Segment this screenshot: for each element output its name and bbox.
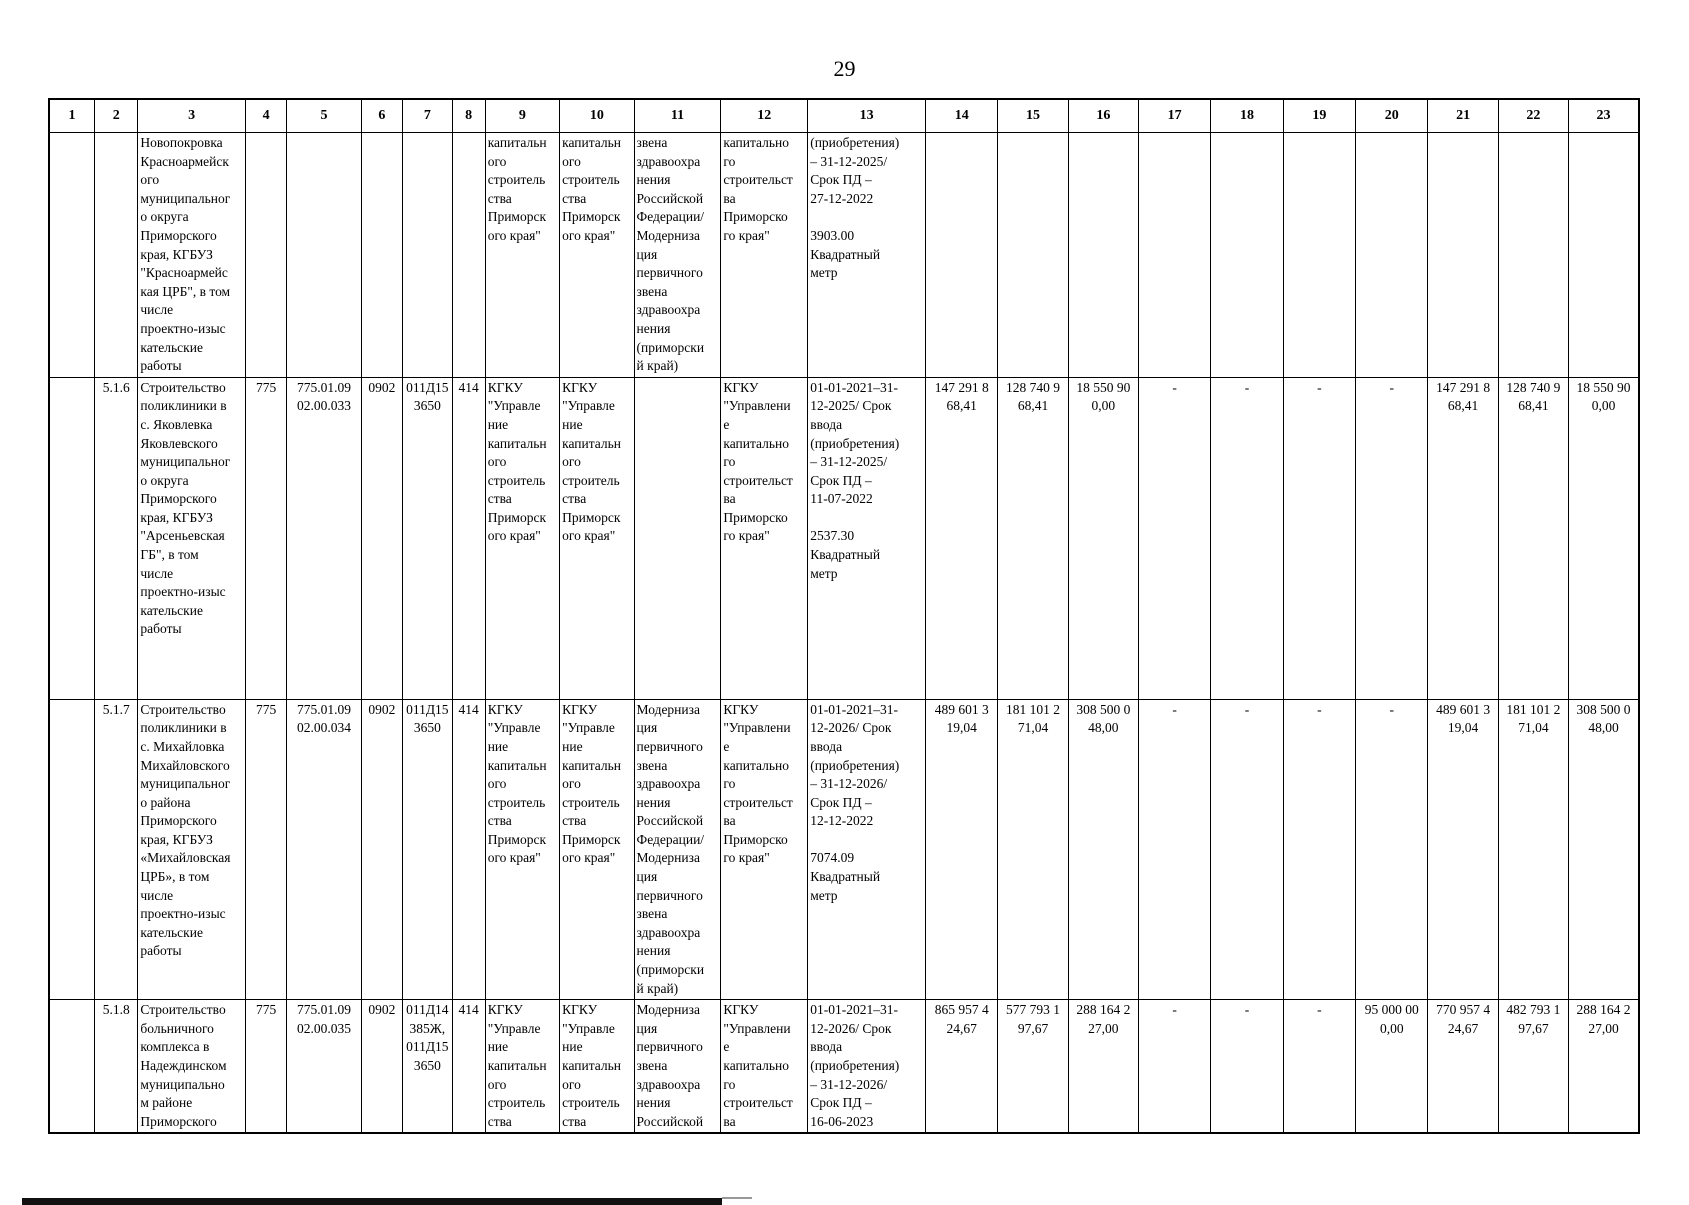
cell-col-11: Модерниза ция первичного звена здравоохра нения Российской: [634, 1000, 721, 1134]
cell-col-16: 308 500 0 48,00: [1068, 699, 1138, 1000]
page-number: 29: [833, 56, 856, 81]
column-header-8: 8: [452, 99, 485, 133]
cell-col-5: [287, 133, 361, 378]
cell-col-17: -: [1139, 377, 1211, 699]
cell-col-21: 147 291 8 68,41: [1428, 377, 1498, 699]
cell-col-17: -: [1139, 1000, 1211, 1134]
column-header-15: 15: [998, 99, 1068, 133]
cell-col-3: Новопокровка Красноармейск ого муниципальног о округа Приморского края, КГБУЗ "Красноармейс кая ЦРБ", в том числе проектно-изыс кательские работы: [138, 133, 246, 378]
cell-col-3: Строительство поликлиники в с. Яковлевка Яковлевского муниципальног о округа Приморского края, КГБУЗ "Арсеньевская ГБ", в том числе проектно-изыс кательские работы: [138, 377, 246, 699]
cell-col-4: 775: [245, 699, 286, 1000]
cell-col-15: 128 740 9 68,41: [998, 377, 1068, 699]
cell-col-20: [1356, 133, 1428, 378]
cell-col-21: 770 957 4 24,67: [1428, 1000, 1498, 1134]
column-header-1: 1: [49, 99, 94, 133]
cell-col-23: 18 550 90 0,00: [1569, 377, 1639, 699]
header-row: [49, 99, 1639, 133]
cell-col-17: -: [1139, 699, 1211, 1000]
column-header-21: 21: [1428, 99, 1498, 133]
cell-col-5: 775.01.09 02.00.035: [287, 1000, 361, 1134]
table-row: [49, 1000, 1639, 1134]
column-header-12: 12: [721, 99, 808, 133]
cell-col-10: КГКУ "Управле ние капитальн ого строитель ства Приморск ого края": [560, 699, 634, 1000]
cell-col-4: [245, 133, 286, 378]
cell-col-20: -: [1356, 699, 1428, 1000]
cell-col-5: 775.01.09 02.00.033: [287, 377, 361, 699]
column-header-3: 3: [138, 99, 246, 133]
column-header-2: 2: [94, 99, 137, 133]
data-table: [48, 98, 1640, 1134]
column-header-4: 4: [245, 99, 286, 133]
cell-col-15: [998, 133, 1068, 378]
cell-col-1: [49, 377, 94, 699]
cell-col-8: 414: [452, 377, 485, 699]
column-header-23: 23: [1569, 99, 1639, 133]
cell-col-9: капитальн ого строитель ства Приморск ого края": [485, 133, 559, 378]
cell-col-15: 181 101 2 71,04: [998, 699, 1068, 1000]
cell-col-8: [452, 133, 485, 378]
cell-col-8: 414: [452, 1000, 485, 1134]
column-header-17: 17: [1139, 99, 1211, 133]
cell-col-2: 5.1.8: [94, 1000, 137, 1134]
column-header-6: 6: [361, 99, 402, 133]
cell-col-14: 489 601 3 19,04: [926, 699, 998, 1000]
cell-col-6: 0902: [361, 377, 402, 699]
cell-col-12: КГКУ "Управлени е капитально го строительст ва Приморско го края": [721, 377, 808, 699]
cell-col-13: (приобретения) – 31-12-2025/ Срок ПД – 27-12-2022 3903.00 Квадратный метр: [808, 133, 926, 378]
scan-edge-bar: [22, 1198, 722, 1205]
cell-col-22: 128 740 9 68,41: [1498, 377, 1568, 699]
column-header-7: 7: [403, 99, 453, 133]
cell-col-14: [926, 133, 998, 378]
cell-col-22: [1498, 133, 1568, 378]
cell-col-7: [403, 133, 453, 378]
cell-col-13: 01-01-2021–31- 12-2026/ Срок ввода (приобретения) – 31-12-2026/ Срок ПД – 16-06-2023: [808, 1000, 926, 1134]
cell-col-10: КГКУ "Управле ние капитальн ого строитель ства: [560, 1000, 634, 1134]
cell-col-18: -: [1211, 699, 1283, 1000]
cell-col-10: капитальн ого строитель ства Приморск ого края": [560, 133, 634, 378]
cell-col-9: КГКУ "Управле ние капитальн ого строитель ства: [485, 1000, 559, 1134]
cell-col-7: 011Д15 3650: [403, 699, 453, 1000]
cell-col-22: 181 101 2 71,04: [1498, 699, 1568, 1000]
cell-col-16: [1068, 133, 1138, 378]
cell-col-16: 288 164 2 27,00: [1068, 1000, 1138, 1134]
cell-col-6: [361, 133, 402, 378]
cell-col-12: капитально го строительст ва Приморско го края": [721, 133, 808, 378]
cell-col-20: 95 000 00 0,00: [1356, 1000, 1428, 1134]
cell-col-12: КГКУ "Управлени е капитально го строительст ва Приморско го края": [721, 699, 808, 1000]
column-header-9: 9: [485, 99, 559, 133]
cell-col-23: 288 164 2 27,00: [1569, 1000, 1639, 1134]
cell-col-17: [1139, 133, 1211, 378]
cell-col-23: [1569, 133, 1639, 378]
cell-col-18: -: [1211, 1000, 1283, 1134]
column-header-14: 14: [926, 99, 998, 133]
cell-col-13: 01-01-2021–31- 12-2025/ Срок ввода (приобретения) – 31-12-2025/ Срок ПД – 11-07-2022 2537.30 Квадратный метр: [808, 377, 926, 699]
cell-col-21: [1428, 133, 1498, 378]
cell-col-1: [49, 699, 94, 1000]
cell-col-9: КГКУ "Управле ние капитальн ого строитель ства Приморск ого края": [485, 377, 559, 699]
cell-col-2: 5.1.6: [94, 377, 137, 699]
cell-col-16: 18 550 90 0,00: [1068, 377, 1138, 699]
table-row: [49, 133, 1639, 378]
cell-col-12: КГКУ "Управлени е капитально го строительст ва: [721, 1000, 808, 1134]
cell-col-6: 0902: [361, 699, 402, 1000]
cell-col-19: -: [1283, 377, 1355, 699]
column-header-16: 16: [1068, 99, 1138, 133]
table-row: [49, 377, 1639, 699]
column-header-10: 10: [560, 99, 634, 133]
cell-col-4: 775: [245, 1000, 286, 1134]
cell-col-6: 0902: [361, 1000, 402, 1134]
cell-col-15: 577 793 1 97,67: [998, 1000, 1068, 1134]
cell-col-19: [1283, 133, 1355, 378]
cell-col-11: Модерниза ция первичного звена здравоохра нения Российской Федерации/ Модерниза ция первичного звена здравоохра нения (приморски й край): [634, 699, 721, 1000]
cell-col-21: 489 601 3 19,04: [1428, 699, 1498, 1000]
cell-col-14: 147 291 8 68,41: [926, 377, 998, 699]
cell-col-20: -: [1356, 377, 1428, 699]
cell-col-7: 011Д15 3650: [403, 377, 453, 699]
cell-col-19: -: [1283, 699, 1355, 1000]
column-header-19: 19: [1283, 99, 1355, 133]
column-header-5: 5: [287, 99, 361, 133]
cell-col-8: 414: [452, 699, 485, 1000]
cell-col-9: КГКУ "Управле ние капитальн ого строитель ства Приморск ого края": [485, 699, 559, 1000]
column-header-18: 18: [1211, 99, 1283, 133]
column-header-11: 11: [634, 99, 721, 133]
table-row: [49, 699, 1639, 1000]
cell-col-11: звена здравоохра нения Российской Федерации/ Модерниза ция первичного звена здравоохра нения (приморски й край): [634, 133, 721, 378]
cell-col-5: 775.01.09 02.00.034: [287, 699, 361, 1000]
cell-col-3: Строительство поликлиники в с. Михайловка Михайловского муниципальног о района Приморского края, КГБУЗ «Михайловская ЦРБ», в том числе проектно-изыс кательские работы: [138, 699, 246, 1000]
cell-col-2: [94, 133, 137, 378]
cell-col-19: -: [1283, 1000, 1355, 1134]
cell-col-18: [1211, 133, 1283, 378]
cell-col-7: 011Д14 385Ж, 011Д15 3650: [403, 1000, 453, 1134]
cell-col-1: [49, 1000, 94, 1134]
cell-col-14: 865 957 4 24,67: [926, 1000, 998, 1134]
cell-col-10: КГКУ "Управле ние капитальн ого строитель ства Приморск ого края": [560, 377, 634, 699]
cell-col-23: 308 500 0 48,00: [1569, 699, 1639, 1000]
column-header-20: 20: [1356, 99, 1428, 133]
cell-col-22: 482 793 1 97,67: [1498, 1000, 1568, 1134]
cell-col-13: 01-01-2021–31- 12-2026/ Срок ввода (приобретения) – 31-12-2026/ Срок ПД – 12-12-2022 7074.09 Квадратный метр: [808, 699, 926, 1000]
cell-col-2: 5.1.7: [94, 699, 137, 1000]
cell-col-18: -: [1211, 377, 1283, 699]
column-header-13: 13: [808, 99, 926, 133]
column-header-22: 22: [1498, 99, 1568, 133]
cell-col-4: 775: [245, 377, 286, 699]
scan-edge-fade: [722, 1197, 752, 1199]
cell-col-3: Строительство больничного комплекса в Надеждинском муниципально м районе Приморского: [138, 1000, 246, 1134]
cell-col-11: [634, 377, 721, 699]
cell-col-1: [49, 133, 94, 378]
